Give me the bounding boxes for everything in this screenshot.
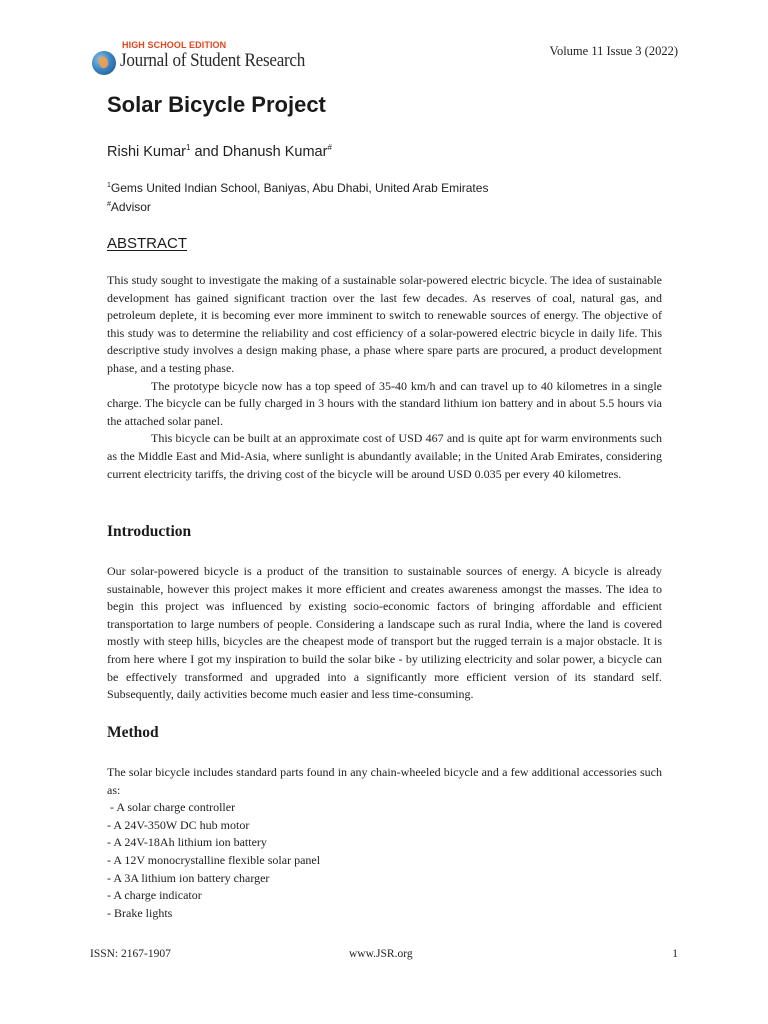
list-item: - A 3A lithium ion battery charger <box>107 870 270 885</box>
journal-logo <box>92 40 352 76</box>
introduction-body <box>107 563 662 704</box>
abstract-body <box>107 272 662 483</box>
list-item: - A 24V-18Ah lithium ion battery <box>107 835 267 850</box>
abstract-paragraph: This study sought to investigate the making of a sustainable solar-powered electric bicycle. The idea of sustainable development has gained significant traction over the last few decades. As reserves of coal, natural gas, and petroleum deplete, it is becoming ever more imminent to switch to renewable sources of energy. The objective of this study was to determine the reliability and cost efficiency of a solar-powered electric bicycle in daily life. This descriptive study involves a design making phase, a phase where spare parts are procured, a product development phase, and a testing phase. <box>107 273 662 375</box>
abstract-paragraph: The prototype bicycle now has a top speed of 35-40 km/h and can travel up to 40 kilometres in a single charge. The bicycle can be fully charged in 3 hours with the standard lithium ion battery and in about 5.5 hours via the attached solar panel. <box>107 378 662 428</box>
author-connector: and <box>190 144 223 160</box>
abstract-heading: ABSTRACT <box>107 235 188 252</box>
parts-list <box>107 799 662 922</box>
journal-name: Journal of Student Research <box>120 50 306 71</box>
author-name: Dhanush Kumar <box>222 144 328 160</box>
author-affiliation-mark: 1 <box>185 143 191 153</box>
affiliation <box>107 200 151 214</box>
journal-edition: HIGH SCHOOL EDITION <box>122 40 227 50</box>
list-item: - Brake lights <box>107 905 173 920</box>
method-heading: Method <box>107 724 159 741</box>
footer-website: www.JSR.org <box>349 948 413 960</box>
author-name: Rishi Kumar <box>107 144 186 160</box>
author-affiliation-mark: # <box>327 143 332 153</box>
list-item: - A charge indicator <box>107 888 202 903</box>
volume-issue: Volume 11 Issue 3 (2022) <box>549 44 678 58</box>
affiliation-mark: 1 <box>107 182 111 189</box>
list-item: - A solar charge controller <box>107 800 236 815</box>
author-line <box>107 144 332 160</box>
page-number: 1 <box>672 948 678 960</box>
list-item: - A 12V monocrystalline flexible solar panel <box>107 852 321 867</box>
affiliation-text: Gems United Indian School, Baniyas, Abu Dhabi, United Arab Emirates <box>110 181 489 195</box>
affiliation-text: Advisor <box>110 200 151 214</box>
method-intro: The solar bicycle includes standard parts found in any chain-wheeled bicycle and a few additional accessories such as: <box>107 765 662 797</box>
introduction-paragraph: Our solar-powered bicycle is a product of the transition to sustainable sources of energy. A bicycle is already sustainable, however this project makes it more efficient and creates awareness amongst the masses. The idea to begin this project was influenced by existing socio-economic factors of bringing affordable and efficient transportation to large numbers of people. Considering a landscape such as rural India, where the land is covered mostly with steep hills, bicycles are the cheapest mode of transport but the rugged terrain is a major obstacle. It is from here where I got my inspiration to build the solar bike - by utilizing electricity and solar power, a bicycle can be effectively transformed and upgraded into a significantly more efficient version of its standard self. Subsequently, daily activities become much easier and less time-consuming. <box>107 564 662 702</box>
introduction-heading: Introduction <box>107 523 192 540</box>
affiliation-mark: # <box>107 201 111 208</box>
affiliation <box>107 181 488 195</box>
globe-icon <box>92 51 116 75</box>
method-body <box>107 764 662 922</box>
abstract-paragraph: This bicycle can be built at an approximate cost of USD 467 and is quite apt for warm environments such as the Middle East and Mid-Asia, where sunlight is abundantly available; in the United Arab Emirates, considering current electricity tariffs, the driving cost of the bicycle will be around USD 0.035 per every 40 kilometres. <box>107 431 662 481</box>
footer-issn: ISSN: 2167-1907 <box>90 948 171 960</box>
list-item: - A 24V-350W DC hub motor <box>107 817 250 832</box>
paper-title: Solar Bicycle Project <box>107 92 326 117</box>
